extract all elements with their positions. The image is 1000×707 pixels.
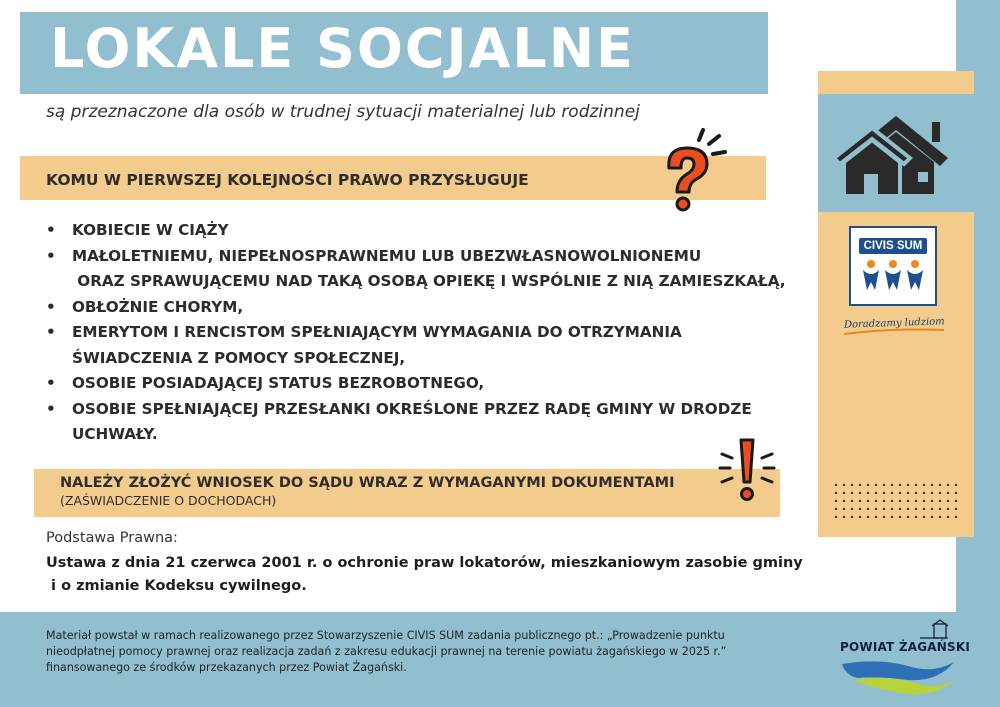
legal-basis-line: Ustawa z dnia 21 czerwca 2001 r. o ochronie praw lokatorów, mieszkaniowym zasobie gminy xyxy=(46,555,803,571)
footer-line: nieodpłatnej pomocy prawnej oraz realizacja zadań z zakresu edukacji prawnej na terenie powiatu żagańskiego w 2025 r.” xyxy=(46,645,727,658)
bullet: • xyxy=(46,297,56,316)
list-item-text: OBŁOŻNIE CHORYM, xyxy=(72,297,244,316)
eligibility-list xyxy=(46,218,816,448)
bullet: • xyxy=(46,323,56,341)
page-subtitle: są przeznaczone dla osób w trudnej sytuacji materialnej lub rodzinnej xyxy=(46,102,640,122)
powiat-zaganski-logo xyxy=(838,618,958,698)
people-icon xyxy=(851,254,935,296)
notice-subtext: (ZAŚWIADCZENIE O DOCHODACH) xyxy=(60,493,277,508)
list-item xyxy=(46,320,816,371)
list-item-text-continued: ŚWIADCZENIA Z POMOCY SPOŁECZNEJ, xyxy=(72,348,406,367)
list-item-text: OSOBIE POSIADAJĄCEJ STATUS BEZROBOTNEGO, xyxy=(72,374,485,392)
list-item xyxy=(46,397,816,448)
list-item-text: OSOBIE SPEŁNIAJĄCEJ PRZESŁANKI OKREŚLONE PRZEZ RADĘ GMINY W DRODZE xyxy=(72,399,752,418)
list-item-text: KOBIECIE W CIĄŻY xyxy=(72,221,229,239)
bullet: • xyxy=(46,399,56,418)
question-mark-icon xyxy=(661,128,731,214)
notice-text: NALEŻY ZŁOŻYĆ WNIOSEK DO SĄDU WRAZ Z WYMAGANYMI DOKUMENTAMI xyxy=(60,475,675,491)
list-item xyxy=(46,218,816,244)
house-icon xyxy=(834,112,958,198)
section-heading: KOMU W PIERWSZEJ KOLEJNOŚCI PRAWO PRZYSŁUGUJE xyxy=(46,171,529,189)
civis-sum-name: CIVIS SUM xyxy=(859,238,927,254)
footer-line: finansowanego ze środków przekazanych przez Powiat Żagański. xyxy=(46,661,407,674)
tagline-swoosh-icon xyxy=(842,326,946,338)
footer-line: Materiał powstał w ramach realizowanego przez Stowarzyszenie CIVIS SUM zadania publicznego pt.: „Prowadzenie punktu xyxy=(46,629,725,642)
footer-text xyxy=(46,628,836,676)
legal-basis-text xyxy=(46,552,836,598)
exclamation-mark-icon xyxy=(718,434,776,506)
page-title: LOKALE SOCJALNE xyxy=(50,17,635,80)
list-item xyxy=(46,295,816,321)
bullet: • xyxy=(46,374,56,392)
list-item xyxy=(46,244,816,295)
list-item-text-continued: ORAZ SPRAWUJĄCEMU NAD TAKĄ OSOBĄ OPIEKĘ I WSPÓLNIE Z NIĄ ZAMIESZKAŁĄ, xyxy=(72,272,786,290)
list-item-text: EMERYTOM I RENCISTOM SPEŁNIAJĄCYM WYMAGANIA DO OTRZYMANIA xyxy=(72,323,682,341)
list-item xyxy=(46,371,816,397)
bullet: • xyxy=(46,221,56,239)
civis-sum-logo xyxy=(849,226,937,306)
legal-basis-line: i o zmianie Kodeksu cywilnego. xyxy=(46,578,307,594)
legal-basis-label: Podstawa Prawna: xyxy=(46,530,178,546)
list-item-text-continued: UCHWAŁY. xyxy=(72,425,158,443)
powiat-zaganski-name: POWIAT ŻAGAŃSKI xyxy=(840,640,970,654)
list-item-text: MAŁOLETNIEMU, NIEPEŁNOSPRAWNEMU LUB UBEZWŁASNOWOLNIONEMU xyxy=(72,246,702,265)
dot-pattern xyxy=(832,481,960,523)
civis-sum-tagline: Doradzamy ludziom xyxy=(843,316,945,331)
bullet: • xyxy=(46,246,56,265)
